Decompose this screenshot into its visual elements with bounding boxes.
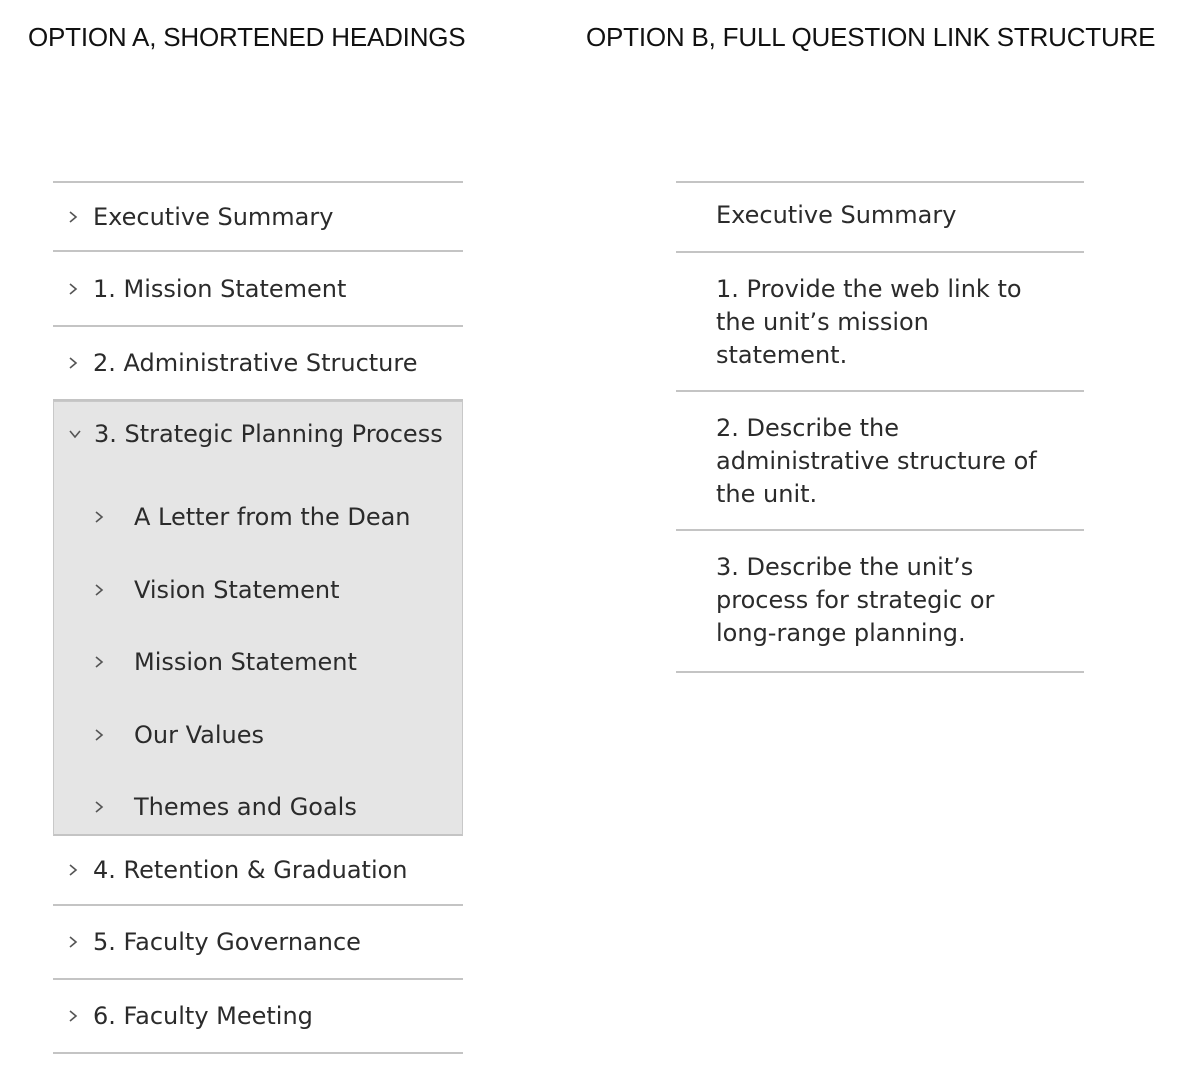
chevron-right-icon (94, 583, 104, 597)
chevron-right-icon (67, 935, 79, 949)
question-link-label: Executive Summary (716, 201, 957, 229)
question-link-label: 2. Describe the administrative structure of the unit. (716, 414, 1037, 508)
nav-item-label: 1. Mission Statement (93, 274, 347, 303)
chevron-down-icon (68, 428, 82, 440)
subnav-item-label: Vision Statement (134, 576, 340, 604)
question-link-3[interactable] (676, 531, 1084, 673)
chevron-right-icon (94, 510, 104, 524)
nav-item-label: 3. Strategic Planning Process (94, 420, 443, 448)
question-link-label: 1. Provide the web link to the unit’s mission statement. (716, 275, 1022, 369)
question-link-1[interactable] (676, 253, 1084, 392)
nav-item-label: 5. Faculty Governance (93, 928, 361, 956)
subnav-item-label: Our Values (134, 721, 265, 749)
subnav-item-themes-and-goals[interactable] (54, 779, 462, 835)
nav-item-executive-summary[interactable] (53, 183, 463, 252)
question-link-executive-summary[interactable] (676, 183, 1084, 253)
nav-item-label: 2. Administrative Structure (93, 349, 418, 377)
chevron-right-icon (67, 356, 79, 370)
subnav-item-vision-statement[interactable] (54, 562, 462, 618)
subnav-item-mission-statement[interactable] (54, 634, 462, 690)
chevron-right-icon (67, 210, 79, 224)
subnav-item-label: Themes and Goals (134, 793, 357, 821)
nav-item-faculty-governance[interactable] (53, 906, 463, 980)
chevron-right-icon (94, 655, 104, 669)
option-b-heading: OPTION B, FULL QUESTION LINK STRUCTURE (586, 22, 1156, 52)
nav-item-strategic-planning-process[interactable] (54, 402, 462, 470)
nav-item-administrative-structure[interactable] (53, 327, 463, 401)
chevron-right-icon (94, 800, 104, 814)
option-b-nav (676, 181, 1084, 673)
nav-item-label: 4. Retention & Graduation (93, 856, 408, 884)
nav-item-mission-statement[interactable] (53, 252, 463, 327)
option-a-heading: OPTION A, SHORTENED HEADINGS (28, 22, 466, 52)
chevron-right-icon (94, 728, 104, 742)
nav-item-retention-graduation[interactable] (53, 836, 463, 906)
subnav-item-label: A Letter from the Dean (134, 503, 411, 531)
nav-item-label: 6. Faculty Meeting (93, 1002, 313, 1030)
subnav-item-label: Mission Statement (134, 648, 357, 676)
nav-item-faculty-meeting[interactable] (53, 980, 463, 1054)
nav-group-strategic-planning (53, 401, 463, 836)
chevron-right-icon (67, 863, 79, 877)
chevron-right-icon (67, 1009, 79, 1023)
chevron-right-icon (67, 282, 79, 296)
question-link-2[interactable] (676, 392, 1084, 531)
subnav-item-letter-from-dean[interactable] (54, 489, 462, 545)
option-a-nav (53, 181, 463, 1054)
subnav-item-our-values[interactable] (54, 707, 462, 763)
question-link-label: 3. Describe the unit’s process for strategic or long-range planning. (716, 553, 995, 647)
nav-item-label: Executive Summary (93, 202, 334, 231)
